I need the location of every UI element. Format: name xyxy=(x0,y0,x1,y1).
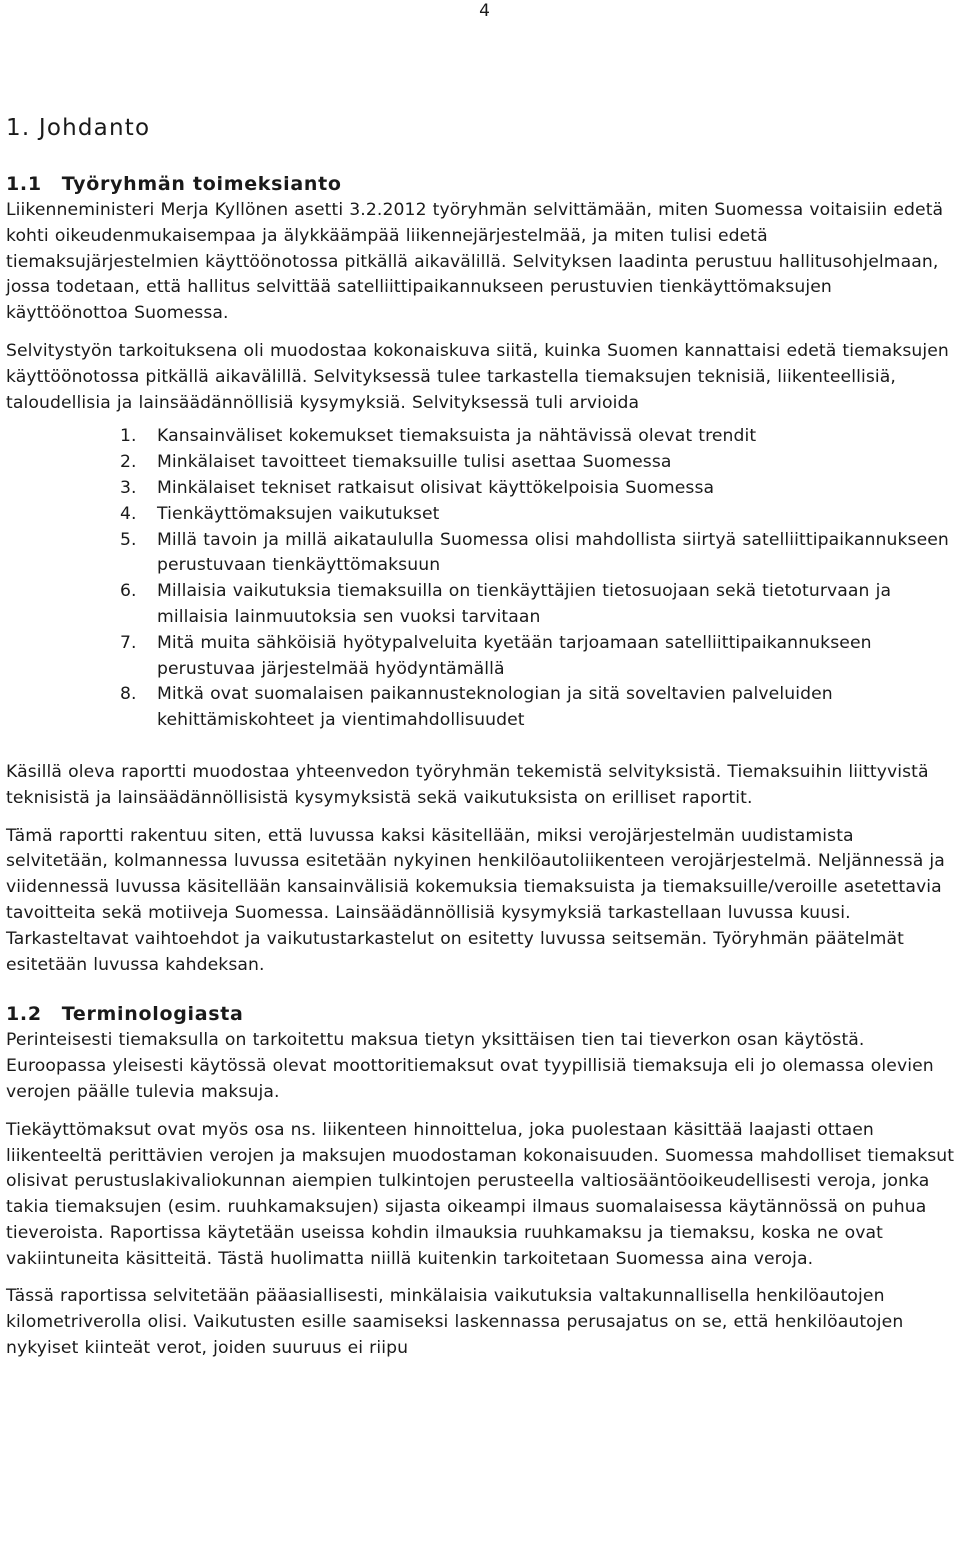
paragraph: Tiekäyttömaksut ovat myös osa ns. liikenteen hinnoittelua, joka puolestaan käsittää laajasti ottaen liikenteeltä perittävien verojen ja maksujen muodostaman kokonaisuuden. Suomessa mahdolliset tiemaksut olisivat perustuslakivaliokunnan aiempien tulkintojen perusteella valtiosääntöoikeudellisesti veroja, jonka takia tiemaksujen (esim. ruuhkamaksujen) sijasta oikeampi ilmaus suomalaisessa käytännössä on puhua tieveroista. Raportissa käytetään useissa kohdin ilmauksia ruuhkamaksu ja tiemaksu, koska ne ovat vakiintuneita käsitteitä. Tästä huolimatta niillä kuitenkin tarkoitetaan Suomessa aina veroja. xyxy=(6,1119,955,1269)
paragraph: Perinteisesti tiemaksulla on tarkoitettu maksua tietyn yksittäisen tien tai tieverkon osan käytöstä. Euroopassa yleisesti käytössä olevat moottoritiemaksut ovat tyypillisiä tiemaksuja eli jo olemassa olevien verojen päälle tulevia maksuja. xyxy=(6,1030,934,1102)
list-item xyxy=(6,502,956,528)
list-item-text: Mitä muita sähköisiä hyötypalveluita kyetään tarjoamaan satelliittipaikannukseen perustuvaa järjestelmää hyödyntämällä xyxy=(157,632,872,679)
list-item xyxy=(6,528,956,580)
list-item xyxy=(6,682,956,734)
list-item xyxy=(6,579,956,631)
section-heading-1-1 xyxy=(6,172,956,196)
section-number: 1.1 xyxy=(6,173,42,195)
section-title: Terminologiasta xyxy=(61,1003,244,1026)
page-number: 4 xyxy=(479,1,490,21)
list-item-number: 4. xyxy=(120,503,137,524)
list-item-text: Minkälaiset tekniset ratkaisut olisivat käyttökelpoisia Suomessa xyxy=(157,477,715,498)
paragraph: Käsillä oleva raportti muodostaa yhteenvedon työryhmän tekemistä selvityksistä. Tiemaksuihin liittyvistä teknisistä ja lainsäädännöllisistä kysymyksistä sekä vaikutuksista on erilliset raportit. xyxy=(6,761,929,808)
paragraph: Tämä raportti rakentuu siten, että luvussa kaksi käsitellään, miksi verojärjestelmän uudistamista selvitetään, kolmannessa luvussa esitetään nykyinen henkilöautoliikenteen verojärjestelmä. Neljännessä ja viidennessä luvussa käsitellään kansainvälisiä kokemuksia tiemaksuista ja tiemaksuille/veroille asetettavia tavoitteita sekä motiiveja Suomessa. Lainsäädännöllisiä kysymyksiä tarkastellaan luvussa kuusi. Tarkasteltavat vaihtoehdot ja vaikutustarkastelut on esitetty luvussa seitsemän. Työryhmän päätelmät esitetään luvussa kahdeksan. xyxy=(6,825,945,975)
page-content xyxy=(6,114,956,1374)
paragraph: Liikenneministeri Merja Kyllönen asetti 3.2.2012 työryhmän selvittämään, miten Suomessa voitaisiin edetä kohti oikeudenmukaisempaa ja älykkäämpää liikennejärjestelmää, ja miten tulisi edetä tiemaksujärjestelmien käyttöönotossa pitkällä aikavälillä. Selvityksen laadinta perustuu hallitusohjelmaan, jossa todetaan, että hallitus selvittää satelliittipaikannukseen perustuvien tienkäyttömaksujen käyttöönottoa Suomessa. xyxy=(6,200,944,324)
list-item-number: 5. xyxy=(120,529,137,550)
list-item-text: Mitkä ovat suomalaisen paikannusteknologian ja sitä soveltavien palveluiden kehittämiskohteet ja vientimahdollisuudet xyxy=(157,684,833,731)
paragraph: Selvitystyön tarkoituksena oli muodostaa kokonaiskuva siitä, kuinka Suomen kannattaisi edetä tiemaksujen käyttöönotossa pitkällä aikavälillä. Selvityksessä tulee tarkastella tiemaksujen teknisiä, liikenteellisiä, taloudellisia ja lainsäädännöllisiä kysymyksiä. Selvityksessä tuli arvioida xyxy=(6,340,949,413)
list-item-text: Minkälaiset tavoitteet tiemaksuille tulisi asettaa Suomessa xyxy=(157,452,672,473)
list-item-text: Millaisia vaikutuksia tiemaksuilla on tienkäyttäjien tietosuojaan sekä tietoturvaan ja millaisia lainmuutoksia sen vuoksi tarvitaan xyxy=(157,581,892,627)
list-item-text: Kansainväliset kokemukset tiemaksuista ja nähtävissä olevat trendit xyxy=(157,426,757,447)
list-item-number: 7. xyxy=(120,632,137,653)
section-title: Työryhmän toimeksianto xyxy=(61,173,342,195)
list-item-number: 1. xyxy=(120,426,137,447)
list-item xyxy=(6,424,956,450)
list-item xyxy=(6,631,956,683)
list-item-number: 6. xyxy=(120,581,137,602)
list-item xyxy=(6,476,956,502)
list-item-text: Millä tavoin ja millä aikataululla Suomessa olisi mahdollista siirtyä satelliittipaikannukseen perustuvaan tienkäyttömaksuun xyxy=(157,529,949,576)
paragraph: Tässä raportissa selvitetään pääasiallisesti, minkälaisia vaikutuksia valtakunnallisella henkilöautojen kilometriverolla olisi. Vaikutusten esille saamiseksi laskennassa perusajatus on se, että henkilöautojen nykyiset kiinteät verot, joiden suuruus ei riipu xyxy=(6,1286,904,1359)
list-item-number: 2. xyxy=(120,452,137,473)
chapter-heading: 1. Johdanto xyxy=(6,115,151,141)
list-item-text: Tienkäyttömaksujen vaikutukset xyxy=(157,503,440,524)
assessment-list xyxy=(6,424,956,734)
list-item xyxy=(6,450,956,476)
section-heading-1-2 xyxy=(6,1002,956,1026)
list-item-number: 3. xyxy=(120,477,137,498)
list-item-number: 8. xyxy=(120,684,137,705)
section-number: 1.2 xyxy=(6,1003,42,1026)
